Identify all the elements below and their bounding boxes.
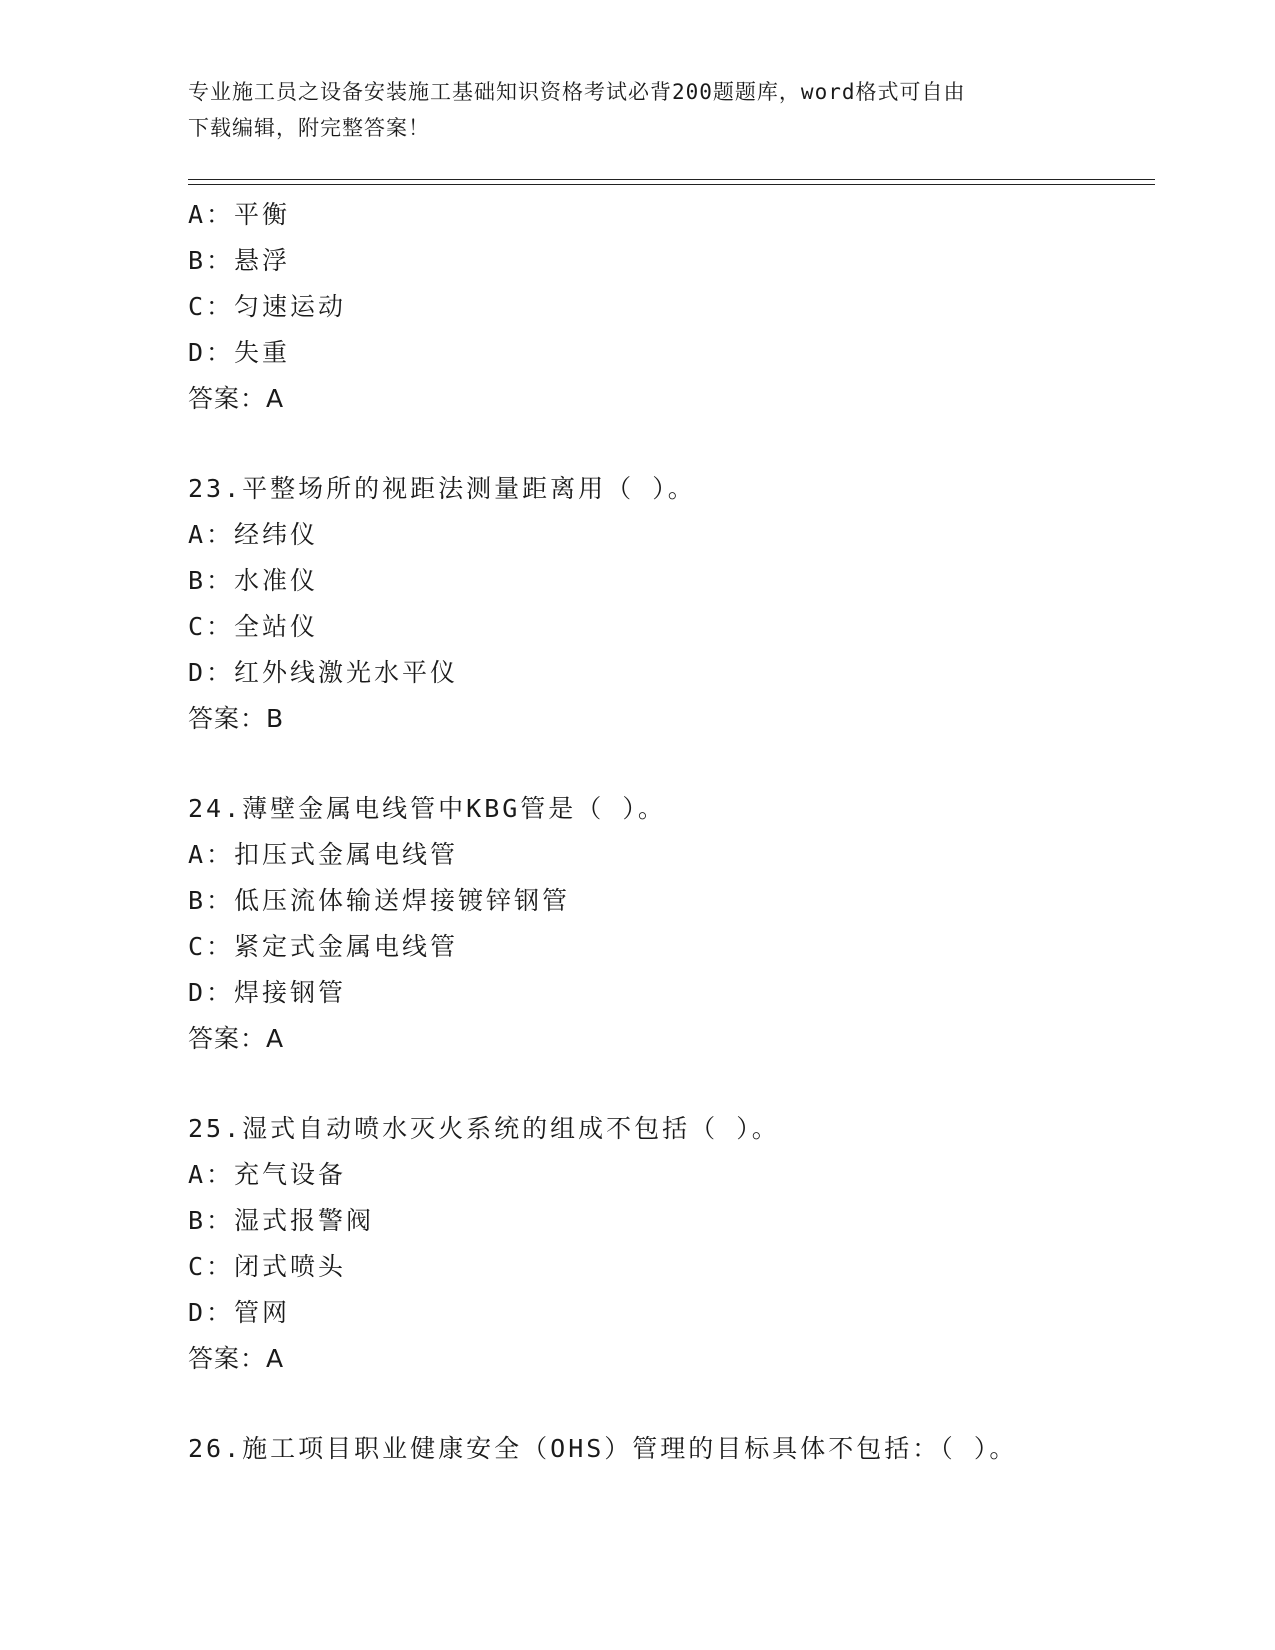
option-a: A：经纬仪 bbox=[188, 520, 319, 549]
option-a: A：平衡 bbox=[188, 200, 291, 229]
answer-line: 答案：A bbox=[188, 1344, 285, 1373]
option-b: B：悬浮 bbox=[188, 246, 291, 275]
option-b: B：湿式报警阀 bbox=[188, 1206, 375, 1235]
option-c: C：全站仪 bbox=[188, 612, 319, 641]
option-c: C：闭式喷头 bbox=[188, 1252, 347, 1281]
option-d: D：红外线激光水平仪 bbox=[188, 658, 459, 687]
answer-line: 答案：A bbox=[188, 1024, 285, 1053]
option-a: A：扣压式金属电线管 bbox=[188, 840, 459, 869]
question-text: 23.平整场所的视距法测量距离用（ ）。 bbox=[188, 474, 696, 503]
answer-line: 答案：A bbox=[188, 384, 285, 413]
answer-line: 答案：B bbox=[188, 704, 285, 733]
question-text: 26.施工项目职业健康安全（OHS）管理的目标具体不包括：（ ）。 bbox=[188, 1434, 1018, 1463]
option-b: B：低压流体输送焊接镀锌钢管 bbox=[188, 886, 571, 915]
option-d: D：管网 bbox=[188, 1298, 291, 1327]
option-a: A：充气设备 bbox=[188, 1160, 347, 1189]
question-block-24 bbox=[188, 786, 1155, 1062]
question-text: 24.薄壁金属电线管中KBG管是（ ）。 bbox=[188, 794, 666, 823]
question-block-25 bbox=[188, 1106, 1155, 1382]
option-b: B：水准仪 bbox=[188, 566, 319, 595]
option-c: C：匀速运动 bbox=[188, 292, 347, 321]
question-block-23 bbox=[188, 466, 1155, 742]
option-c: C：紧定式金属电线管 bbox=[188, 932, 459, 961]
document-header bbox=[188, 74, 1078, 146]
header-line-2: 下载编辑，附完整答案！ bbox=[188, 116, 430, 140]
question-list bbox=[188, 192, 1155, 1472]
question-block-26 bbox=[188, 1426, 1155, 1472]
question-text: 25.湿式自动喷水灭火系统的组成不包括（ ）。 bbox=[188, 1114, 780, 1143]
header-line-1: 专业施工员之设备安装施工基础知识资格考试必背200题题库，word格式可自由 bbox=[188, 80, 966, 104]
question-block-22 bbox=[188, 192, 1155, 422]
header-divider bbox=[188, 179, 1155, 185]
option-d: D：焊接钢管 bbox=[188, 978, 347, 1007]
option-d: D：失重 bbox=[188, 338, 291, 367]
